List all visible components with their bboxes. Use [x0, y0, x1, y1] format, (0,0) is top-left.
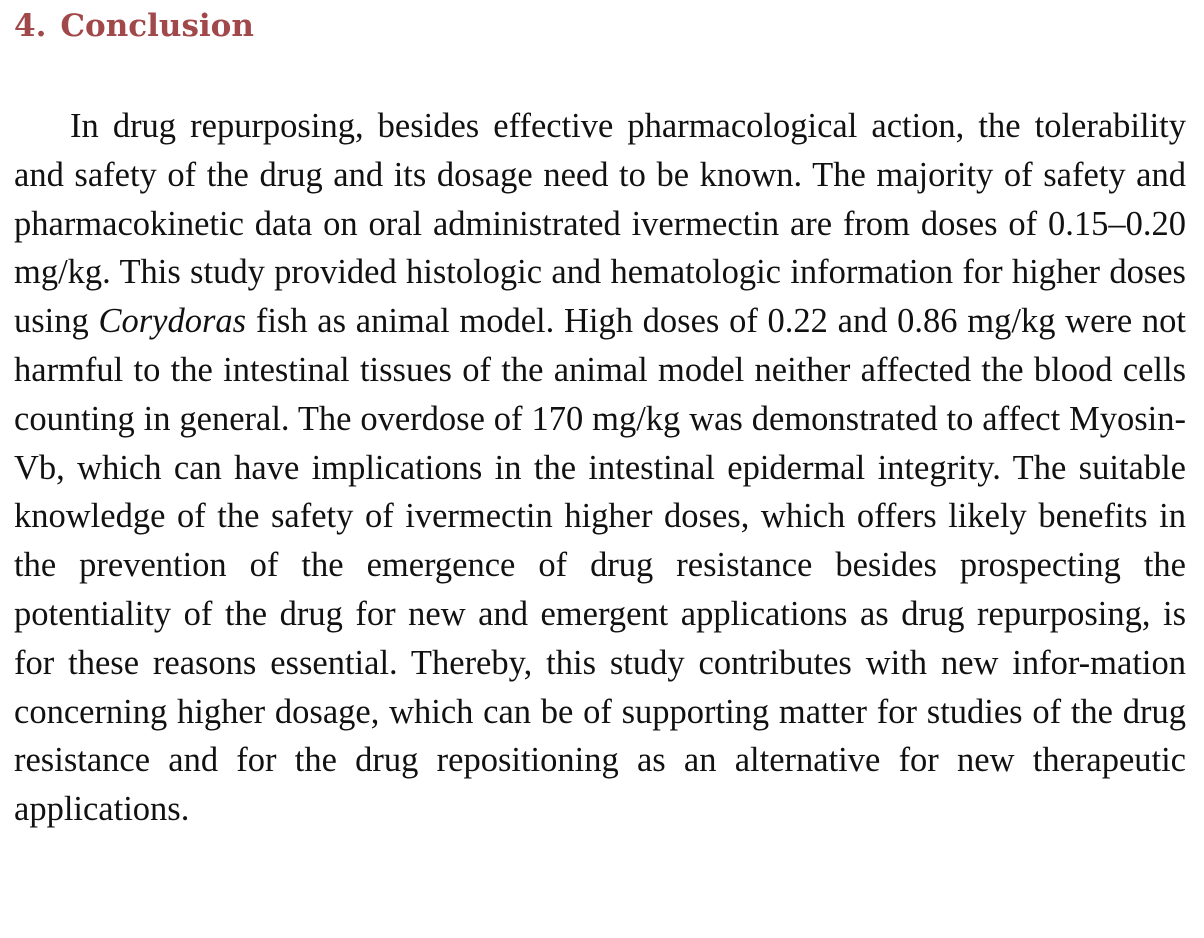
section-number: 4. — [14, 8, 47, 44]
paragraph-text-part-1: In drug repurposing, besides effective pharmacological action, the tolerability and safety of the drug and its dosage need to be known. The majority of safety and pharmacokinetic data on oral administrated ivermectin are from doses of 0.15–0.20 mg/kg. This study provided histologic and hematologic information for higher doses using — [14, 107, 1186, 341]
conclusion-paragraph — [14, 102, 1186, 834]
section-heading — [14, 2, 254, 50]
section-title: Conclusion — [60, 8, 254, 44]
species-name: Corydoras — [98, 302, 247, 341]
paragraph-text-part-2: fish as animal model. High doses of 0.22 and 0.86 mg/kg were not harmful to the intestinal tissues of the animal model neither affected the blood cells counting in general. The overdose of 170 mg/kg was demonstrated to affect Myosin-Vb, which can have implications in the intestinal epidermal integrity. The suitable knowledge of the safety of ivermectin higher doses, which offers likely benefits in the prevention of the emergence of drug resistance besides prospecting the potentiality of the drug for new and emergent applications as drug repurposing, is for these reasons essential. Thereby, this study contributes with new infor-mation concerning higher dosage, which can be of supporting matter for studies of the drug resistance and for the drug repositioning as an alternative for new therapeutic applications. — [14, 302, 1187, 829]
